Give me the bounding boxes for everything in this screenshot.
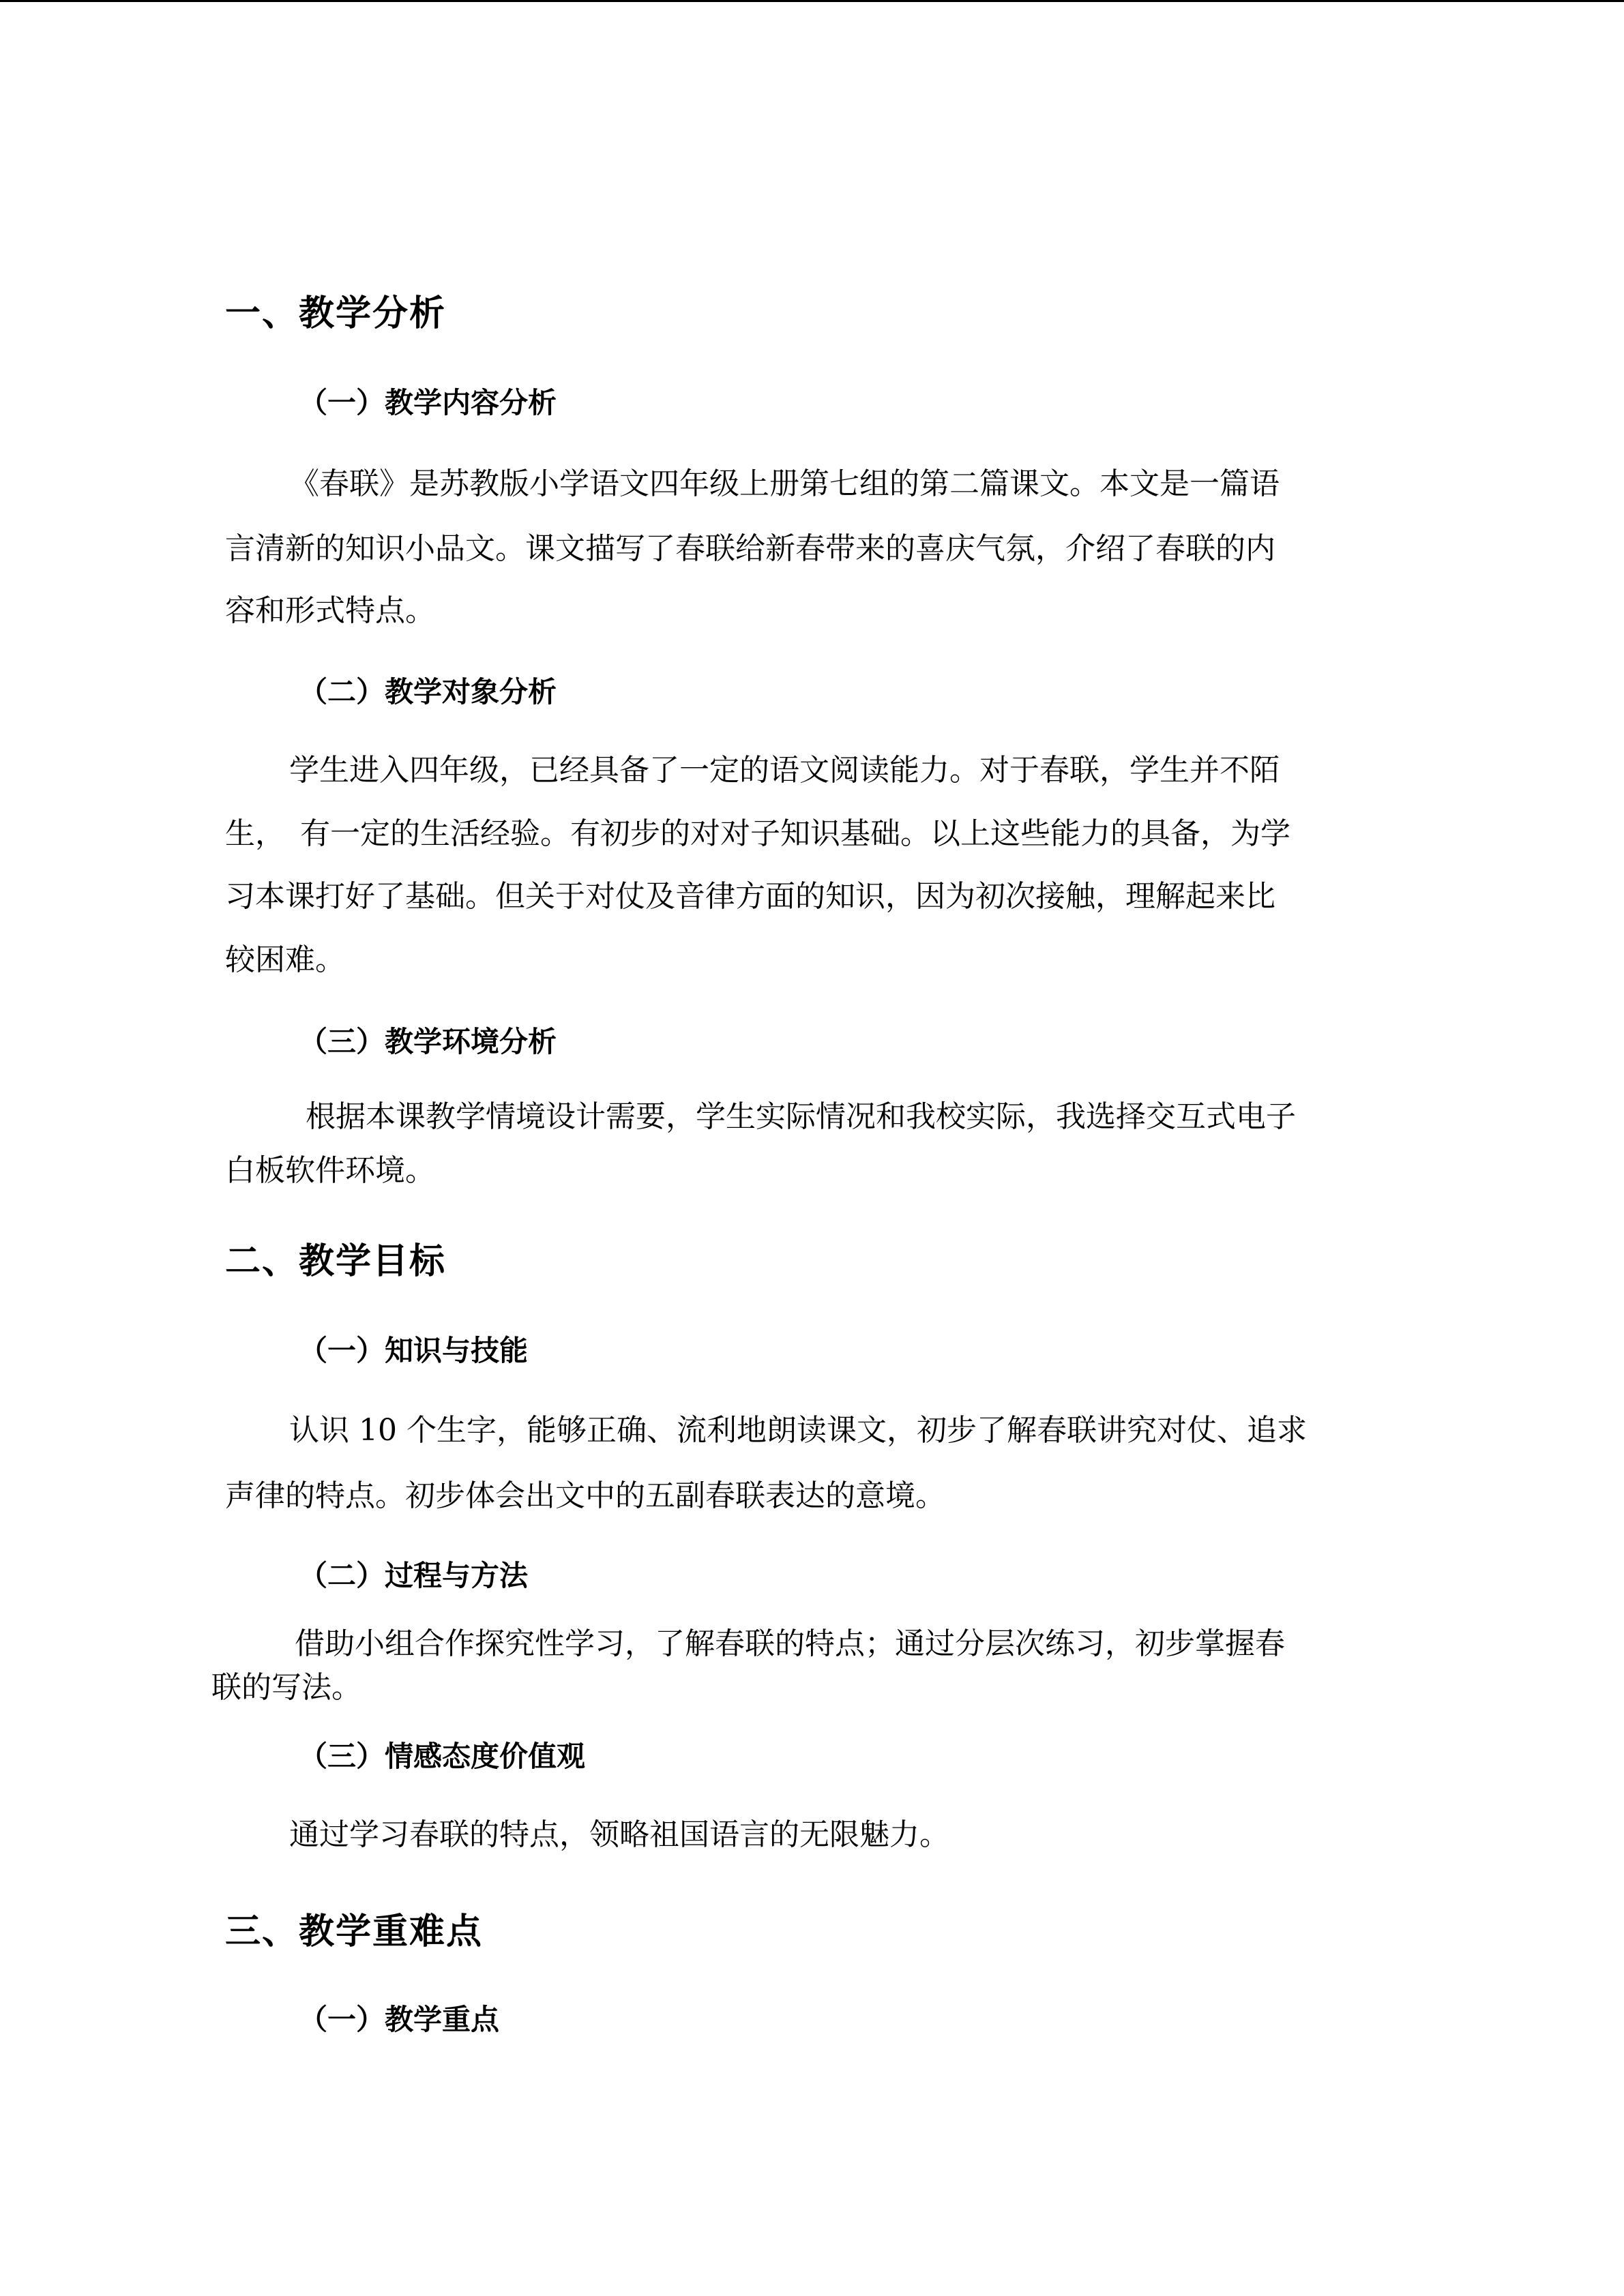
subheading-content-analysis: （一）教学内容分析	[299, 386, 557, 419]
paragraph-line: 言清新的知识小品文。课文描写了春联给新春带来的喜庆气氛，介绍了春联的内	[225, 531, 1275, 566]
subheading-learner-analysis: （二）教学对象分析	[299, 675, 557, 709]
subheading-teaching-focus: （一）教学重点	[299, 2003, 500, 2036]
subheading-knowledge-skills: （一）知识与技能	[299, 1334, 529, 1367]
paragraph-line: 借助小组合作探究性学习，了解春联的特点；通过分层次练习，初步掌握春	[295, 1626, 1285, 1661]
subheading-process-methods: （二）过程与方法	[299, 1559, 529, 1592]
paragraph-line: 容和形式特点。	[225, 593, 435, 628]
paragraph-line: 联的写法。	[211, 1670, 361, 1705]
paragraph-line: 根据本课教学情境设计需要，学生实际情况和我校实际，我选择交互式电子	[306, 1099, 1296, 1134]
section-heading-teaching-objectives: 二、教学目标	[225, 1241, 447, 1282]
paragraph-line: 《春联》是苏教版小学语文四年级上册第七组的第二篇课文。本文是一篇语	[289, 466, 1280, 501]
subheading-environment-analysis: （三）教学环境分析	[299, 1025, 557, 1058]
paragraph-line: 白板软件环境。	[225, 1153, 435, 1188]
section-heading-key-difficulties: 三、教学重难点	[225, 1911, 484, 1952]
paragraph-line: 声律的特点。初步体会出文中的五副春联表达的意境。	[225, 1478, 945, 1513]
paragraph-line: 学生进入四年级，已经具备了一定的语文阅读能力。对于春联，学生并不陌	[289, 753, 1280, 788]
paragraph-line: 生， 有一定的生活经验。有初步的对对子知识基础。以上这些能力的具备，为学	[225, 816, 1290, 851]
section-heading-teaching-analysis: 一、教学分析	[225, 293, 447, 334]
paragraph-line: 认识 10 个生字，能够正确、流利地朗读课文，初步了解春联讲究对仗、追求	[289, 1413, 1307, 1448]
subheading-emotion-values: （三）情感态度价值观	[299, 1740, 586, 1773]
paragraph-line: 较困难。	[225, 942, 345, 977]
paragraph-line: 通过学习春联的特点，领略祖国语言的无限魅力。	[289, 1817, 949, 1852]
paragraph-line: 习本课打好了基础。但关于对仗及音律方面的知识，因为初次接触，理解起来比	[225, 879, 1275, 914]
